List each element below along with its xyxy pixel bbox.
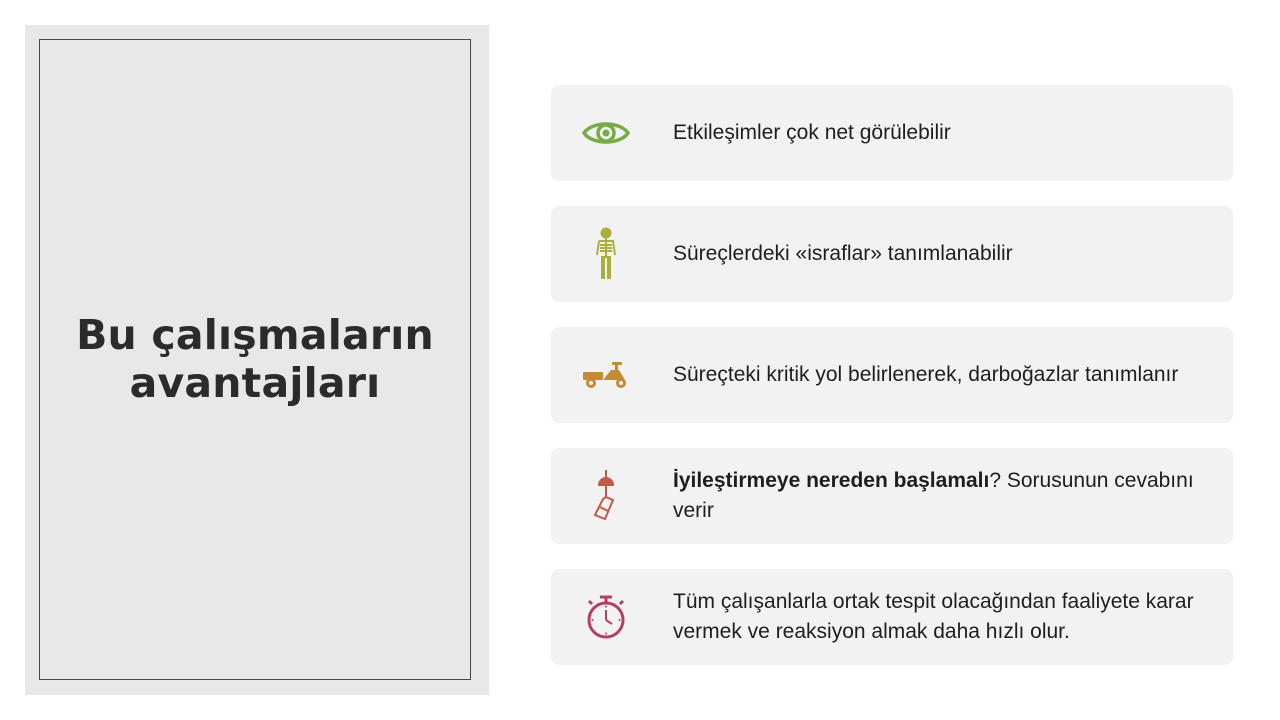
- benefit-card-waste: [551, 206, 1233, 302]
- benefit-text: Süreçteki kritik yol belirlenerek, darboğazlar tanımlanır: [673, 363, 1179, 386]
- benefit-text-rest: ? Sorusunun cevabını verir: [673, 469, 1194, 522]
- slide-title: [76, 312, 434, 407]
- title-panel: [25, 25, 489, 695]
- benefit-card-interactions: [551, 85, 1233, 181]
- benefit-text: Etkileşimler çok net görülebilir: [673, 121, 951, 144]
- benefit-card-improvement: [551, 448, 1233, 544]
- benefit-text: [673, 466, 1203, 526]
- benefit-card-critical-path: [551, 327, 1233, 423]
- slide-title-line-2: avantajları: [129, 358, 381, 407]
- benefit-text: Süreçlerdeki «israflar» tanımlanabilir: [673, 242, 1013, 265]
- wind-chime-icon: [577, 467, 635, 525]
- eye-icon: [577, 104, 635, 162]
- benefit-text: Tüm çalışanlarla ortak tespit olacağından faaliyete karar vermek ve reaksiyon almak daha hızlı olur.: [673, 590, 1194, 643]
- skeleton-icon: [577, 225, 635, 283]
- benefit-text-bold: İyileştirmeye nereden başlamalı: [673, 469, 990, 492]
- stopwatch-icon: [577, 588, 635, 646]
- title-frame: [39, 39, 471, 680]
- slide-title-line-1: Bu çalışmaların: [76, 310, 434, 359]
- benefit-card-speed: [551, 569, 1233, 665]
- benefits-list: [551, 85, 1233, 690]
- scooter-icon: [577, 346, 635, 404]
